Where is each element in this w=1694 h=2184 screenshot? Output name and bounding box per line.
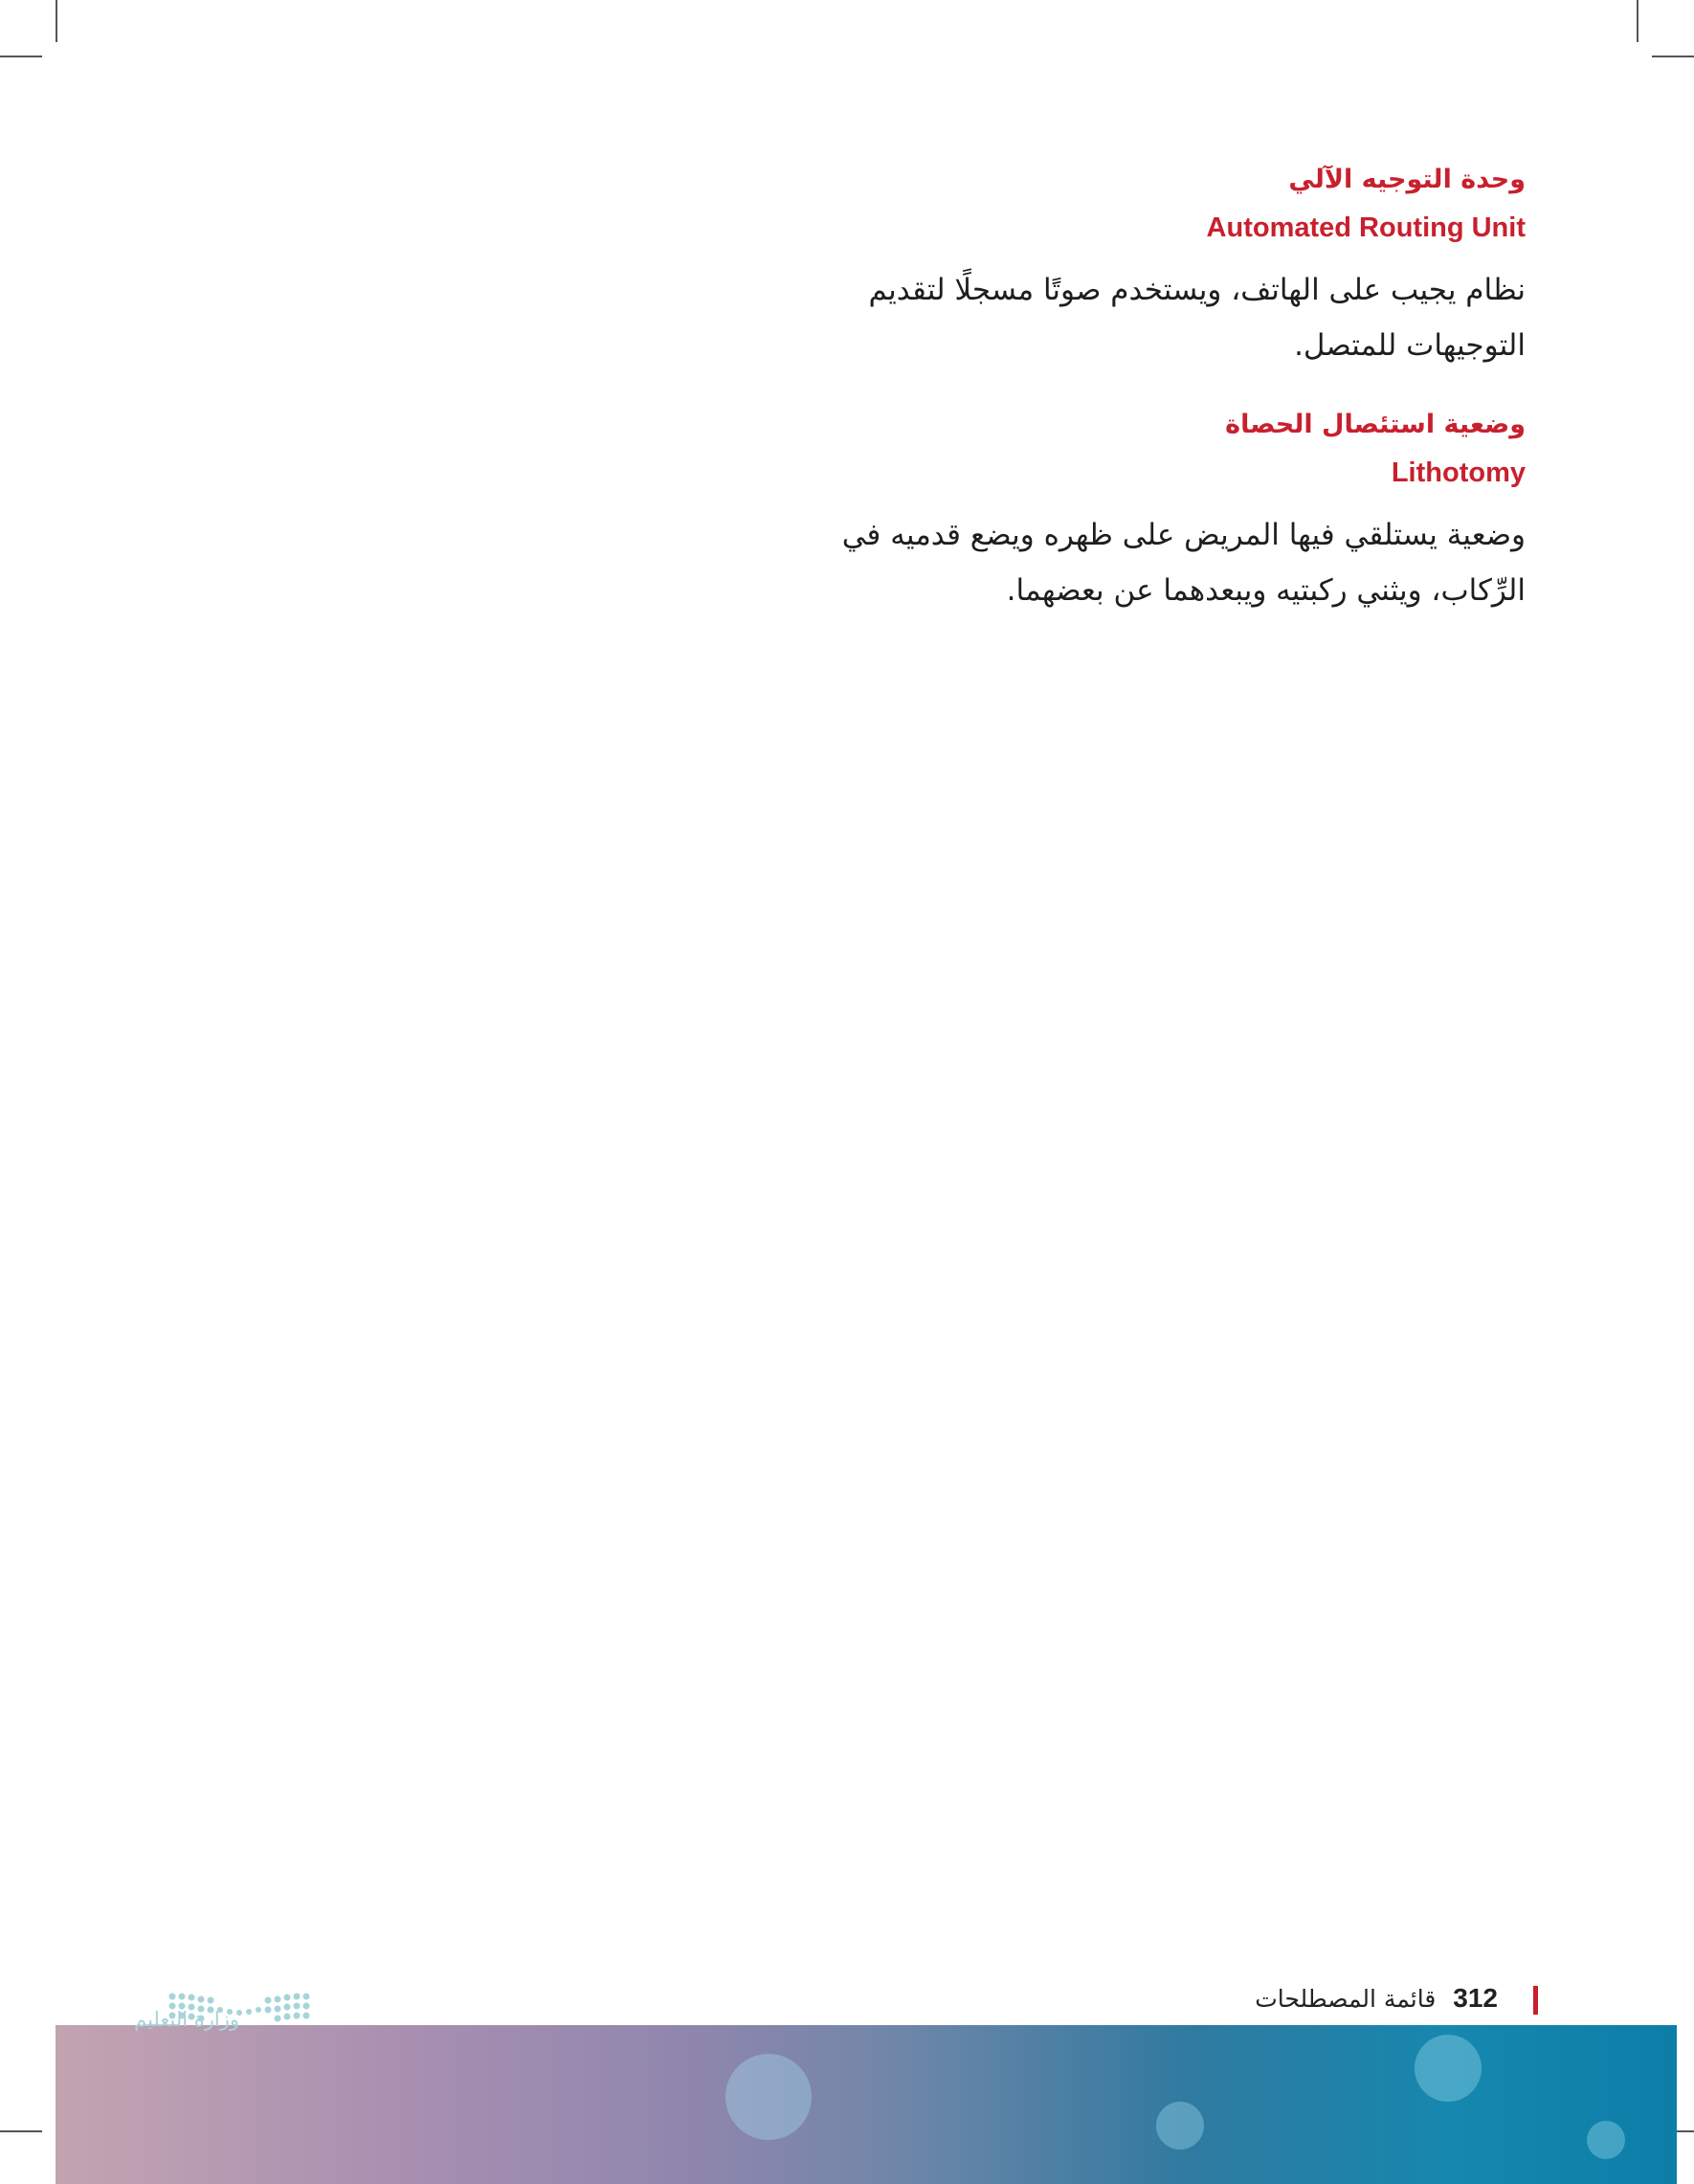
crop-mark — [1637, 0, 1638, 42]
term-definition — [798, 262, 1526, 373]
crop-mark — [56, 0, 57, 42]
term-english: Automated Routing Unit — [1206, 212, 1526, 243]
definition-line: وضعية يستلقي فيها المريض على ظهره ويضع قدميه في — [841, 518, 1526, 552]
term-arabic: وحدة التوجيه الآلي — [1288, 165, 1526, 194]
term-english: Lithotomy — [1391, 457, 1526, 488]
crop-mark — [1652, 56, 1694, 57]
ministry-logo-text: وزارة التعليم — [134, 2008, 239, 2031]
definition-line: الرِّكاب، ويثني ركبتيه ويبعدهما عن بعضهما. — [1006, 573, 1526, 608]
term-definition — [798, 507, 1526, 618]
section-title: قائمة المصطلحات — [1255, 1985, 1437, 2013]
page-footer — [1255, 1983, 1498, 2014]
footer-accent-bar — [1533, 1986, 1538, 2015]
definition-line: نظام يجيب على الهاتف، ويستخدم صوتًا مسجلًا لتقديم — [868, 273, 1526, 307]
crop-mark — [0, 2130, 42, 2132]
page-number: 312 — [1453, 1983, 1498, 2013]
crop-mark — [0, 56, 42, 57]
glossary-entry — [798, 159, 1526, 373]
glossary-entry — [798, 404, 1526, 618]
ministry-logo-icon — [96, 1991, 325, 2086]
definition-line: التوجيهات للمتصل. — [1294, 328, 1526, 363]
term-arabic: وضعية استئصال الحصاة — [1225, 410, 1526, 439]
